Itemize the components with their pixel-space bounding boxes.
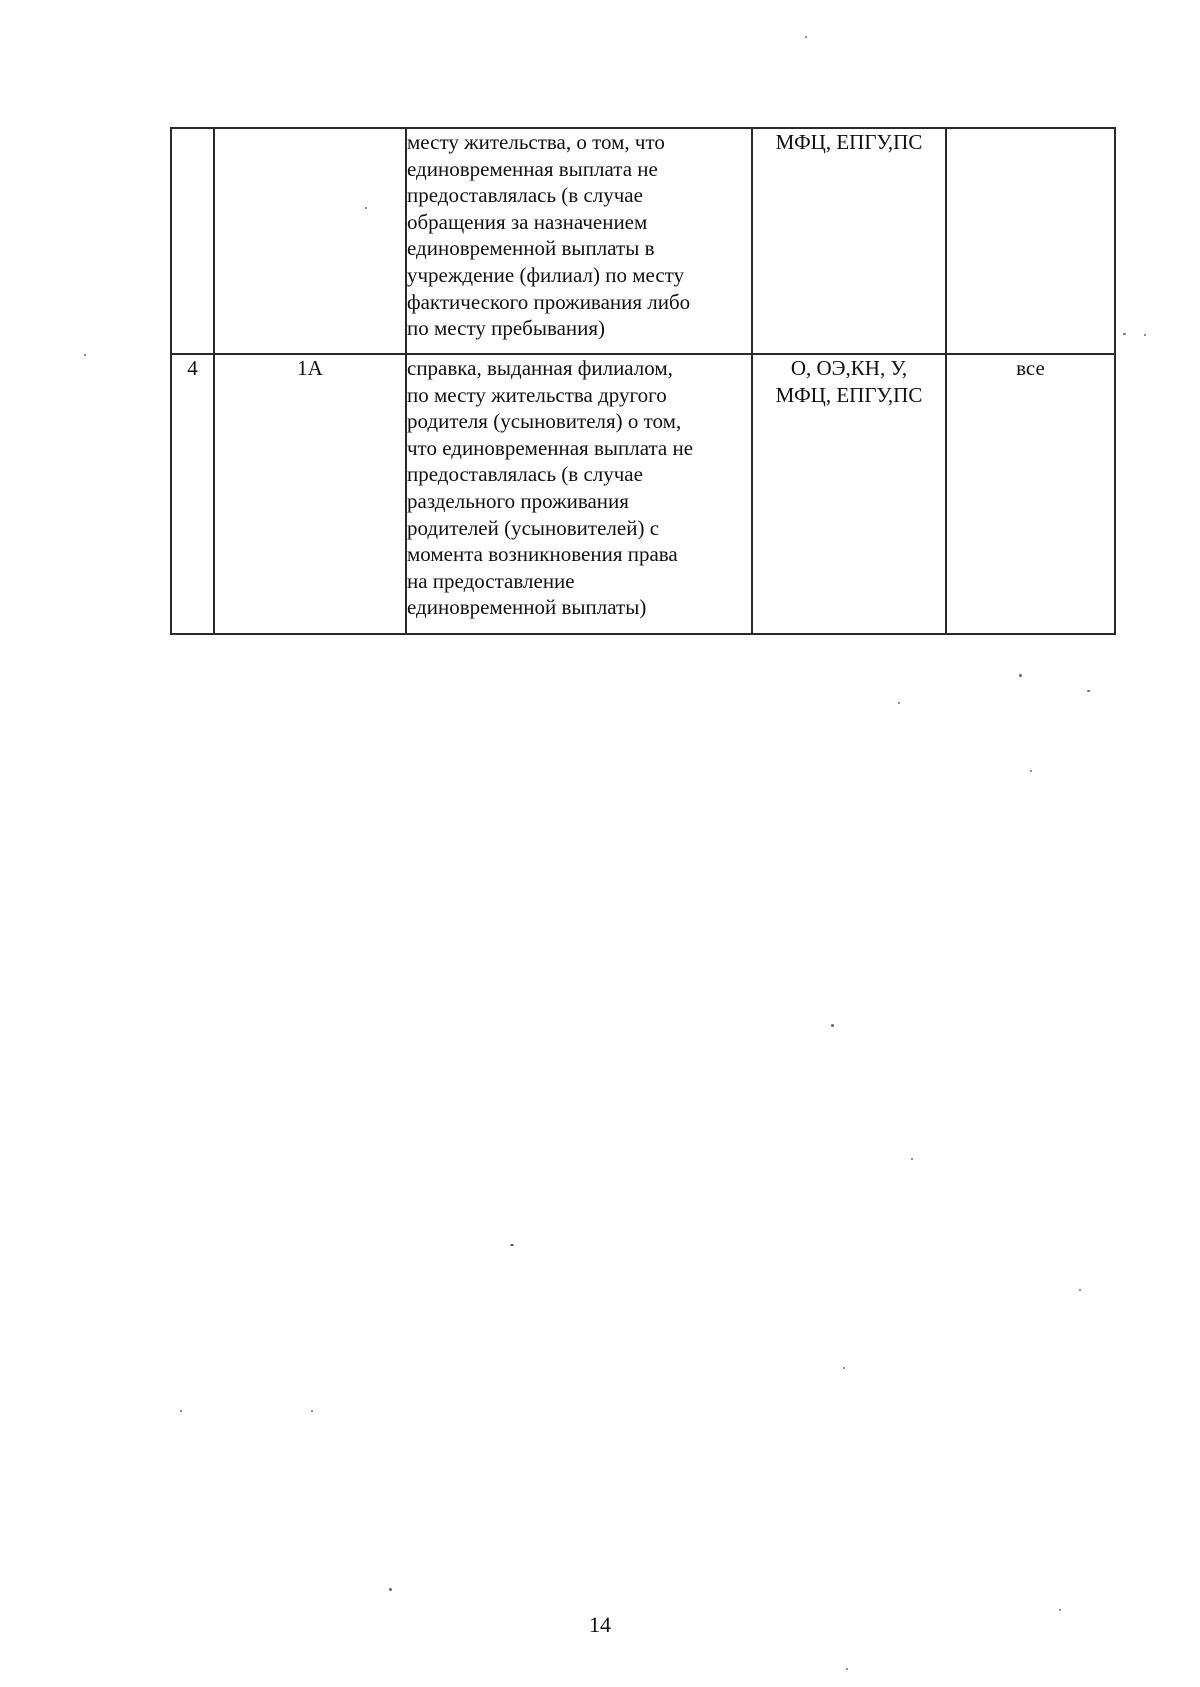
description-line: единовременной выплаты в bbox=[407, 236, 655, 261]
row-channels-cell bbox=[752, 354, 946, 634]
scan-speck bbox=[843, 1367, 845, 1369]
scan-speck bbox=[84, 354, 86, 356]
description-line: единовременной выплаты) bbox=[407, 595, 647, 620]
scan-speck bbox=[1144, 334, 1146, 336]
description-line: справка, выданная филиалом, bbox=[407, 356, 673, 380]
row-description-cell bbox=[406, 354, 752, 634]
scan-speck bbox=[1030, 770, 1032, 772]
scan-speck bbox=[846, 1668, 848, 1670]
table-row-continuation bbox=[171, 128, 1115, 354]
scan-speck bbox=[180, 1410, 182, 1412]
scan-speck bbox=[1079, 1289, 1081, 1291]
description-line: месту жительства, о том, что bbox=[407, 130, 665, 154]
scan-speck bbox=[1019, 674, 1022, 677]
description-line: что единовременная выплата не bbox=[407, 435, 694, 460]
channels-line: МФЦ, ЕПГУ,ПС bbox=[775, 382, 923, 407]
row-number-cell: 4 bbox=[171, 354, 214, 634]
document-table bbox=[170, 127, 1116, 635]
description-line: предоставлялась (в случае bbox=[407, 462, 643, 487]
description-line: родителя (усыновителя) о том, bbox=[407, 409, 682, 434]
scan-speck bbox=[389, 1588, 392, 1591]
row-code-cell: 1А bbox=[214, 354, 406, 634]
scan-speck bbox=[510, 1244, 514, 1246]
scan-speck bbox=[1123, 333, 1126, 335]
scan-speck bbox=[1059, 1609, 1061, 1611]
table-row-4 bbox=[171, 354, 1115, 634]
channels-line: МФЦ, ЕПГУ,ПС bbox=[775, 130, 923, 154]
description-line: момента возникновения права bbox=[407, 542, 678, 567]
scan-speck bbox=[911, 1158, 913, 1160]
scan-speck bbox=[898, 702, 900, 704]
description-line: по месту жительства другого bbox=[407, 382, 667, 407]
description-line: на предоставление bbox=[407, 568, 575, 593]
channels-line: О, ОЭ,КН, У, bbox=[790, 356, 908, 380]
row-channels-cell bbox=[752, 128, 946, 354]
scan-speck bbox=[365, 207, 367, 209]
scan-speck bbox=[831, 1024, 834, 1027]
row-scope-cell: все bbox=[946, 354, 1115, 634]
description-line: единовременная выплата не bbox=[407, 156, 658, 181]
description-line: по месту пребывания) bbox=[407, 316, 606, 341]
description-line: раздельного проживания bbox=[407, 488, 629, 513]
description-line: фактического проживания либо bbox=[407, 289, 691, 314]
description-line: обращения за назначением bbox=[407, 209, 648, 234]
description-line: учреждение (филиал) по месту bbox=[407, 262, 685, 287]
scan-speck bbox=[805, 36, 807, 38]
scan-speck bbox=[1087, 690, 1090, 692]
row-code-cell bbox=[214, 128, 406, 354]
row-number-cell bbox=[171, 128, 214, 354]
scan-speck bbox=[311, 1410, 313, 1412]
row-description-cell bbox=[406, 128, 752, 354]
row-scope-cell bbox=[946, 128, 1115, 354]
page-number: 14 bbox=[589, 1612, 611, 1637]
description-line: родителей (усыновителей) с bbox=[407, 515, 660, 540]
description-line: предоставлялась (в случае bbox=[407, 183, 643, 208]
